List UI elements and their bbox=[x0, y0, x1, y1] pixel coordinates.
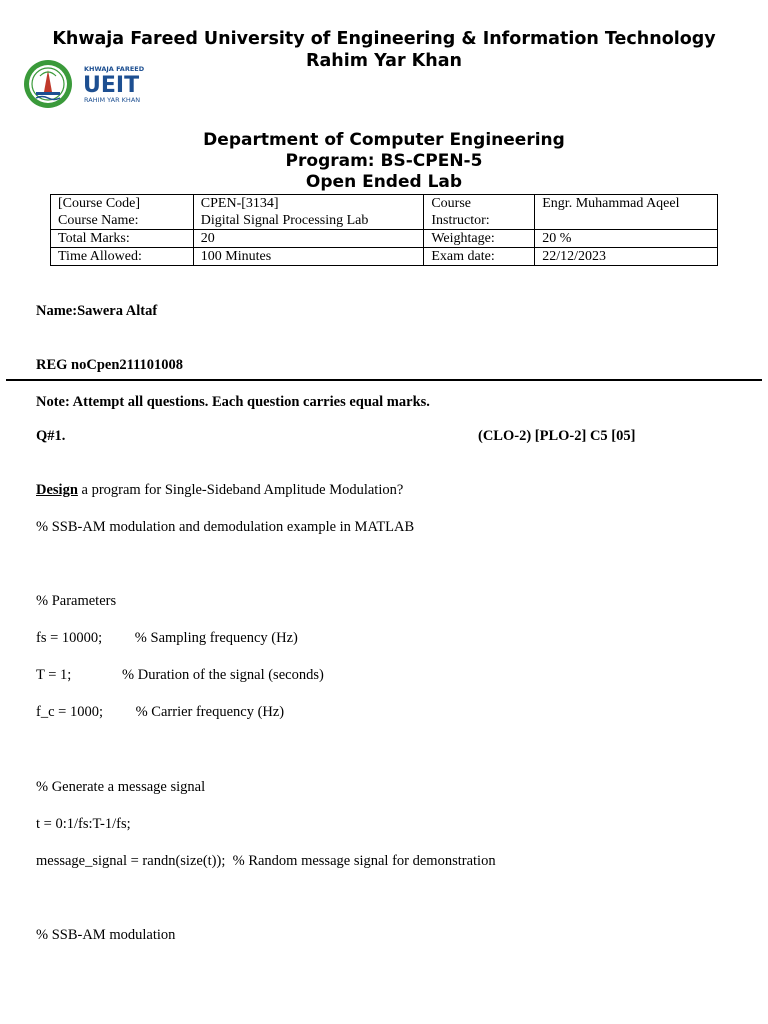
logo-main-text: UEIT bbox=[83, 73, 140, 98]
code-line: T = 1; % Duration of the signal (seconds) bbox=[36, 667, 324, 683]
instructor-label-cell: Course Instructor: bbox=[424, 195, 535, 230]
code-line: fs = 10000; % Sampling frequency (Hz) bbox=[36, 630, 298, 646]
table-row bbox=[51, 230, 718, 248]
exam-type: Open Ended Lab bbox=[305, 172, 463, 192]
total-marks-value: 20 bbox=[193, 230, 424, 248]
code-line: % SSB-AM modulation and demodulation example in MATLAB bbox=[36, 519, 415, 535]
logo-top-text: KHWAJA FAREED bbox=[84, 65, 145, 73]
question-prompt-rest: a program for Single-Sideband Amplitude Modulation? bbox=[77, 482, 404, 498]
question-number: Q#1. bbox=[36, 428, 66, 444]
time-label: Time Allowed: bbox=[51, 248, 194, 266]
weightage-label: Weightage: bbox=[424, 230, 535, 248]
exam-date-value: 22/12/2023 bbox=[535, 248, 718, 266]
course-info-table bbox=[50, 194, 718, 266]
total-marks-label: Total Marks: bbox=[51, 230, 194, 248]
code-line: t = 0:1/fs:T-1/fs; bbox=[36, 816, 131, 832]
instructor-cell: Engr. Muhammad Aqeel bbox=[535, 195, 718, 230]
question-clo: (CLO-2) [PLO-2] C5 [05] bbox=[478, 428, 636, 444]
department-name: Department of Computer Engineering bbox=[203, 130, 565, 150]
logo-bottom-text: RAHIM YAR KHAN bbox=[84, 96, 141, 104]
department-header bbox=[0, 130, 768, 193]
ueit-logo bbox=[22, 58, 157, 110]
weightage-value: 20 % bbox=[535, 230, 718, 248]
course-code-cell: CPEN-[3134] Digital Signal Processing Lab bbox=[193, 195, 424, 230]
time-value: 100 Minutes bbox=[193, 248, 424, 266]
code-line: % Parameters bbox=[36, 593, 117, 609]
program-name: Program: BS-CPEN-5 bbox=[285, 151, 483, 171]
university-city: Rahim Yar Khan bbox=[306, 51, 462, 71]
code-line: f_c = 1000; % Carrier frequency (Hz) bbox=[36, 704, 285, 720]
student-reg: REG noCpen211101008 bbox=[36, 357, 184, 373]
exam-date-label: Exam date: bbox=[424, 248, 535, 266]
code-line: % Generate a message signal bbox=[36, 779, 206, 795]
code-line: message_signal = randn(size(t)); % Random message signal for demonstration bbox=[36, 853, 496, 869]
university-name: Khwaja Fareed University of Engineering & Information Technology bbox=[52, 29, 716, 49]
table-row bbox=[51, 195, 718, 230]
question-prompt bbox=[36, 482, 403, 499]
design-word: Design bbox=[36, 482, 78, 498]
divider bbox=[6, 379, 762, 381]
university-seal-icon bbox=[22, 58, 157, 110]
student-name: Name:Sawera Altaf bbox=[36, 303, 158, 319]
code-line: % SSB-AM modulation bbox=[36, 927, 176, 943]
table-row bbox=[51, 248, 718, 266]
course-code-label-cell: [Course Code] Course Name: bbox=[51, 195, 194, 230]
exam-note: Note: Attempt all questions. Each question carries equal marks. bbox=[36, 394, 430, 410]
